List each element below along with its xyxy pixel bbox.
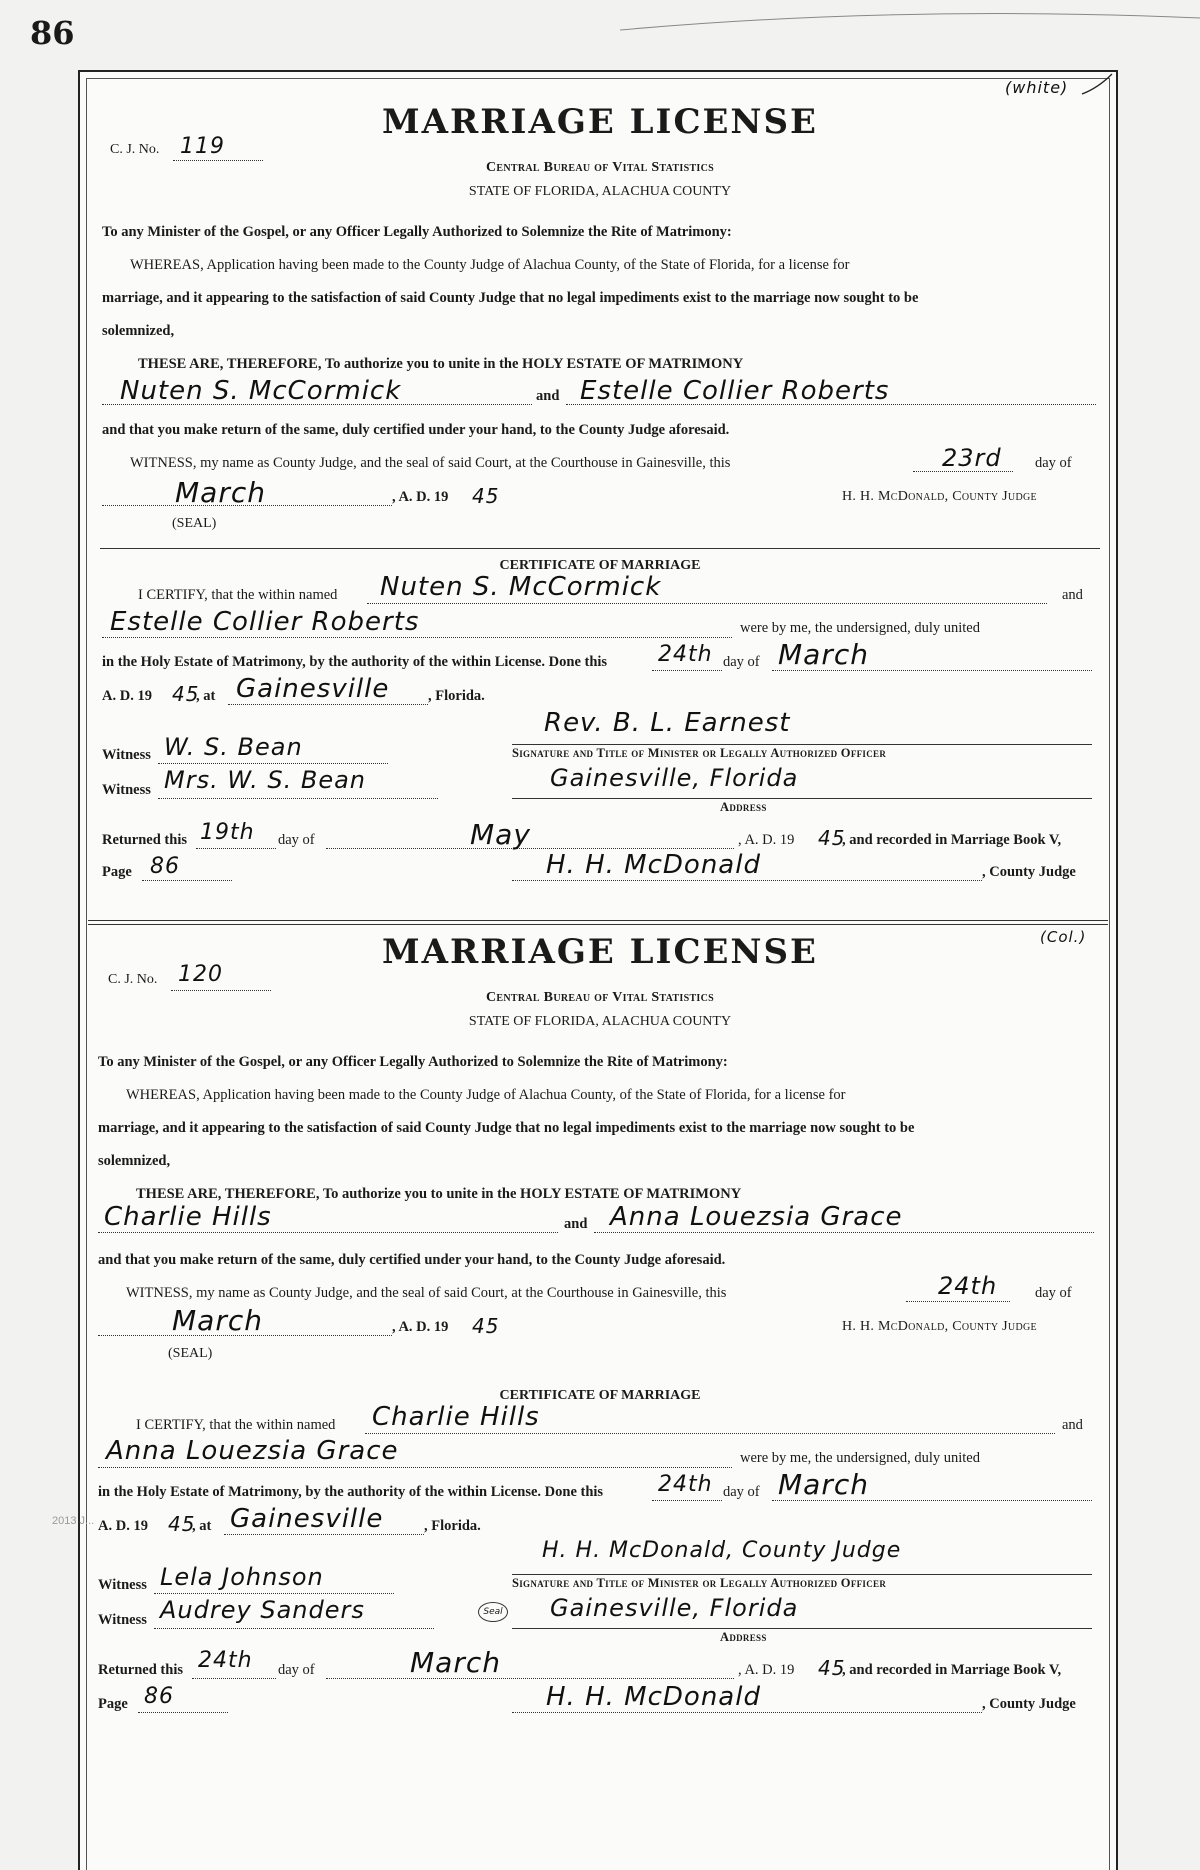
done-day-line xyxy=(652,1500,722,1501)
returned-day-of-label: day of xyxy=(278,1662,315,1678)
judge-signature-line xyxy=(512,1712,982,1713)
cj-label: C. J. No. xyxy=(110,142,160,157)
returned-day-line xyxy=(192,1678,276,1679)
witness-2-label: Witness xyxy=(98,1612,147,1628)
united-label: were by me, the undersigned, duly united xyxy=(740,1450,980,1466)
witness-1-line xyxy=(158,763,388,764)
cert-groom-line xyxy=(365,1433,1055,1434)
marriage-license-120 xyxy=(80,902,1120,1712)
signature-title: Signature and Title of Minister or Legally Authorized Officer xyxy=(512,746,887,760)
license-month: March xyxy=(175,476,266,509)
cert-bride: Estelle Collier Roberts xyxy=(110,607,420,637)
watermark: 2013 J... xyxy=(52,1515,95,1527)
done-year: 45 xyxy=(168,1512,196,1536)
bride-line xyxy=(594,1232,1094,1233)
license-title: MARRIAGE LICENSE xyxy=(382,932,818,972)
license-119-return xyxy=(80,818,1120,912)
seal-label: (SEAL) xyxy=(172,516,217,531)
ad2-label: A. D. 19 xyxy=(102,688,152,704)
ad3-label: , A. D. 19 xyxy=(738,832,795,848)
witness-1-label: Witness xyxy=(102,747,151,763)
signature-rule xyxy=(512,744,1092,745)
florida-label: , Florida. xyxy=(428,688,485,704)
county-judge-label: , County Judge xyxy=(982,1696,1076,1712)
license-month: March xyxy=(172,1304,263,1337)
recorded-label: , and recorded in Marriage Book V, xyxy=(842,832,1062,848)
state-county: STATE OF FLORIDA, ALACHUA COUNTY xyxy=(468,184,732,199)
returned-day: 24th xyxy=(198,1648,253,1673)
section-rule xyxy=(100,548,1100,549)
returned-year: 45 xyxy=(818,1656,846,1680)
license-title: MARRIAGE LICENSE xyxy=(382,102,818,142)
page-value-line xyxy=(138,1712,228,1713)
place: Gainesville xyxy=(230,1504,384,1534)
day-of-label: day of xyxy=(1035,1285,1072,1301)
cert-and-label: and xyxy=(1062,587,1083,603)
license-year: 45 xyxy=(472,1314,500,1338)
license-day-line xyxy=(906,1301,1010,1302)
ad3-label: , A. D. 19 xyxy=(738,1662,795,1678)
cj-number: 120 xyxy=(178,962,223,987)
bureau-name: Central Bureau of Vital Statistics xyxy=(486,990,714,1005)
page-value: 86 xyxy=(144,1684,174,1709)
bride-name: Anna Louezsia Grace xyxy=(610,1202,903,1232)
cert-bride-line xyxy=(98,1467,732,1468)
and-label: and xyxy=(536,388,560,404)
page-label: Page xyxy=(102,864,132,880)
at-label: , at xyxy=(192,1518,212,1534)
recorded-label: , and recorded in Marriage Book V, xyxy=(842,1662,1062,1678)
pen-mark-icon xyxy=(1080,72,1114,98)
address-rule xyxy=(512,1628,1092,1629)
united-label: were by me, the undersigned, duly united xyxy=(740,620,980,636)
page-value-line xyxy=(142,880,232,881)
judge-signature: H. H. McDonald xyxy=(546,850,761,880)
license-day: 24th xyxy=(938,1272,998,1300)
returned-month: March xyxy=(410,1646,501,1679)
holy-estate-line: in the Holy Estate of Matrimony, by the authority of the within License. Done this xyxy=(102,654,608,670)
done-day-of-label: day of xyxy=(723,1484,760,1500)
cert-bride: Anna Louezsia Grace xyxy=(106,1436,399,1466)
certificate-title: CERTIFICATE OF MARRIAGE xyxy=(499,558,701,573)
place: Gainesville xyxy=(236,674,390,704)
witness-1-label: Witness xyxy=(98,1577,147,1593)
witness-2-line xyxy=(154,1628,434,1629)
license-day: 23rd xyxy=(942,444,1002,472)
returned-month-line xyxy=(326,1678,734,1679)
judge-signature-line xyxy=(512,880,982,881)
witness-2-label: Witness xyxy=(102,782,151,798)
bride-name: Estelle Collier Roberts xyxy=(580,376,890,406)
address-line: To any Minister of the Gospel, or any Officer Legally Authorized to Solemnize the Rite of Matrimony: xyxy=(98,1054,728,1070)
holy-estate-line: in the Holy Estate of Matrimony, by the authority of the within License. Done this xyxy=(98,1484,604,1500)
return-line: and that you make return of the same, duly certified under your hand, to the County Judge aforesaid. xyxy=(102,422,730,438)
place-line xyxy=(224,1534,424,1535)
seal-label: (SEAL) xyxy=(168,1346,213,1361)
florida-label: , Florida. xyxy=(424,1518,481,1534)
race-note: (white) xyxy=(1005,78,1069,97)
returned-month: May xyxy=(470,818,531,851)
ad2-label: A. D. 19 xyxy=(98,1518,148,1534)
state-county: STATE OF FLORIDA, ALACHUA COUNTY xyxy=(468,1014,732,1029)
page-number: 86 xyxy=(30,14,75,52)
ad-label: , A. D. 19 xyxy=(392,1319,449,1335)
whereas-line-3: solemnized, xyxy=(102,323,175,339)
whereas-line-2: marriage, and it appearing to the satisfaction of said County Judge that no legal impediments exist to the marriage now sought to be xyxy=(102,290,919,306)
and-label: and xyxy=(564,1216,588,1232)
cj-label: C. J. No. xyxy=(108,972,158,987)
page-edge-line xyxy=(0,0,1200,50)
signature-rule xyxy=(512,1574,1092,1575)
address-label: Address xyxy=(720,800,767,814)
seal-mark-icon: Seal xyxy=(478,1602,508,1622)
whereas-line-1: WHEREAS, Application having been made to the County Judge of Alachua County, of the State of Florida, for a license for xyxy=(126,1087,846,1103)
address-label: Address xyxy=(720,1630,767,1644)
judge-printed: H. H. McDonald, County Judge xyxy=(842,1319,1037,1334)
certify-label: I CERTIFY, that the within named xyxy=(136,1417,336,1433)
record-sheet xyxy=(78,70,1118,1870)
at-label: , at xyxy=(196,688,216,704)
witness-1: W. S. Bean xyxy=(164,733,303,761)
therefore-line: THESE ARE, THEREFORE, To authorize you to unite in the HOLY ESTATE OF MATRIMONY xyxy=(138,356,744,372)
page-value: 86 xyxy=(150,854,180,879)
returned-day-of-label: day of xyxy=(278,832,315,848)
certificate-title: CERTIFICATE OF MARRIAGE xyxy=(499,1388,701,1403)
license-year: 45 xyxy=(472,484,500,508)
officer-signature: H. H. McDonald, County Judge xyxy=(542,1538,902,1563)
page-label: Page xyxy=(98,1696,128,1712)
witness-1-line xyxy=(154,1593,394,1594)
cert-and-label: and xyxy=(1062,1417,1083,1433)
done-day-of-label: day of xyxy=(723,654,760,670)
place-line xyxy=(228,704,428,705)
address-rule xyxy=(512,798,1092,799)
done-day: 24th xyxy=(658,1472,713,1497)
return-line: and that you make return of the same, duly certified under your hand, to the County Judge aforesaid. xyxy=(98,1252,726,1268)
groom-name: Charlie Hills xyxy=(104,1202,272,1232)
whereas-line-1: WHEREAS, Application having been made to the County Judge of Alachua County, of the State of Florida, for a license for xyxy=(130,257,850,273)
certify-label: I CERTIFY, that the within named xyxy=(138,587,338,603)
cert-bride-line xyxy=(102,637,732,638)
race-note: (Col.) xyxy=(1040,928,1087,946)
judge-signature: H. H. McDonald xyxy=(546,1682,761,1712)
done-year: 45 xyxy=(172,682,200,706)
therefore-line: THESE ARE, THEREFORE, To authorize you to unite in the HOLY ESTATE OF MATRIMONY xyxy=(136,1186,742,1202)
witness-line: WITNESS, my name as County Judge, and the seal of said Court, at the Courthouse in Gainesville, this xyxy=(126,1285,727,1301)
returned-day-line xyxy=(196,848,276,849)
county-judge-label: , County Judge xyxy=(982,864,1076,880)
ad-label: , A. D. 19 xyxy=(392,489,449,505)
witness-2-line xyxy=(158,798,438,799)
returned-label: Returned this xyxy=(102,832,187,848)
officer-signature: Rev. B. L. Earnest xyxy=(544,708,791,738)
signature-title: Signature and Title of Minister or Legally Authorized Officer xyxy=(512,1576,887,1590)
done-month: March xyxy=(778,638,869,671)
returned-day: 19th xyxy=(200,820,255,845)
day-of-label: day of xyxy=(1035,455,1072,471)
cert-groom: Nuten S. McCormick xyxy=(380,572,662,602)
done-day: 24th xyxy=(658,642,713,667)
whereas-line-3: solemnized, xyxy=(98,1153,171,1169)
done-month: March xyxy=(778,1468,869,1501)
cert-groom: Charlie Hills xyxy=(372,1402,540,1432)
witness-line: WITNESS, my name as County Judge, and the seal of said Court, at the Courthouse in Gainesville, this xyxy=(130,455,731,471)
witness-2: Mrs. W. S. Bean xyxy=(164,766,367,794)
address-line: To any Minister of the Gospel, or any Officer Legally Authorized to Solemnize the Rite of Matrimony: xyxy=(102,224,732,240)
judge-printed: H. H. McDonald, County Judge xyxy=(842,489,1037,504)
whereas-line-2: marriage, and it appearing to the satisfaction of said County Judge that no legal impediments exist to the marriage now sought to be xyxy=(98,1120,915,1136)
cj-number: 119 xyxy=(180,134,225,159)
done-day-line xyxy=(652,670,722,671)
returned-label: Returned this xyxy=(98,1662,183,1678)
marriage-license-119 xyxy=(80,72,1120,832)
groom-line xyxy=(98,1232,558,1233)
officer-address: Gainesville, Florida xyxy=(550,764,799,792)
witness-1: Lela Johnson xyxy=(160,1563,324,1591)
witness-2: Audrey Sanders xyxy=(160,1596,365,1624)
groom-name: Nuten S. McCormick xyxy=(120,376,402,406)
cert-groom-line xyxy=(367,603,1047,604)
returned-year: 45 xyxy=(818,826,846,850)
bureau-name: Central Bureau of Vital Statistics xyxy=(486,160,714,175)
officer-address: Gainesville, Florida xyxy=(550,1594,799,1622)
